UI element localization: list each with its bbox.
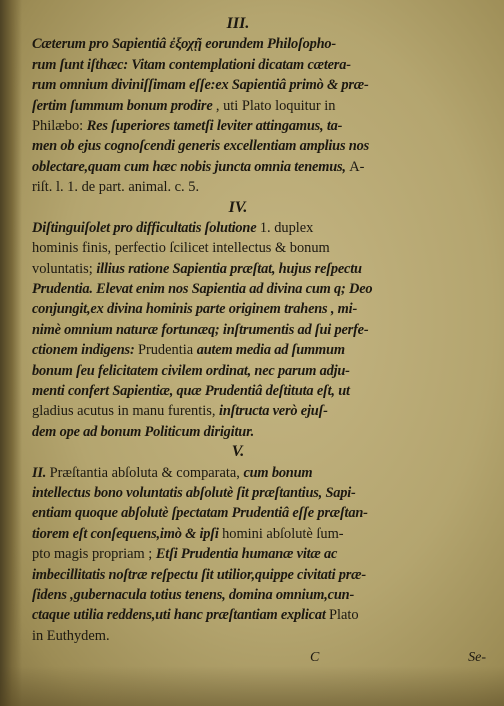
italic-text: conjungit,ex divina hominis parte originem trahens , mi- bbox=[32, 301, 358, 318]
catchword: Se- bbox=[468, 650, 486, 665]
text-line bbox=[32, 422, 444, 442]
page-text-block bbox=[32, 14, 444, 646]
text-line bbox=[32, 524, 444, 544]
text-line bbox=[32, 565, 444, 585]
section-heading-IV: IV. bbox=[228, 198, 248, 216]
italic-text: cum bonum bbox=[243, 464, 313, 481]
text-line bbox=[32, 279, 444, 299]
italic-text: ſidens ,gubernacula totius tenens, domina omnium,cun- bbox=[32, 586, 355, 603]
text-line bbox=[32, 605, 444, 625]
roman-text: Plato bbox=[329, 607, 359, 624]
roman-text: 1. duplex bbox=[259, 219, 314, 236]
text-line bbox=[32, 75, 444, 95]
italic-text: inſtructa verò ejuſ- bbox=[219, 403, 328, 420]
text-line bbox=[32, 34, 444, 54]
text-line bbox=[32, 177, 444, 197]
text-line bbox=[32, 626, 444, 646]
signature-mark: C bbox=[310, 650, 320, 665]
text-line bbox=[32, 340, 444, 360]
italic-text: rum omnium diviniſſimam eſſe:ex Sapientiâ primò & præ- bbox=[32, 77, 369, 94]
text-line bbox=[32, 116, 444, 136]
text-line bbox=[32, 381, 444, 401]
italic-text: imbecillitatis noſtræ reſpectu ſit utilior,quippe civitati præ- bbox=[32, 566, 366, 583]
paragraph-V bbox=[32, 463, 444, 647]
italic-text: Prudentia. Elevat enim nos Sapientia ad divina cum q; Deo bbox=[32, 281, 373, 298]
text-line bbox=[32, 238, 444, 258]
text-line bbox=[32, 136, 444, 156]
roman-text: Præſtantia abſoluta & comparata, bbox=[49, 464, 244, 481]
roman-text: riſt. l. 1. de part. animal. c. 5. bbox=[32, 179, 200, 196]
roman-text: Philæbo: bbox=[32, 117, 87, 134]
section-heading-V: V. bbox=[231, 443, 245, 461]
text-line bbox=[32, 157, 444, 177]
roman-text: in Euthydem. bbox=[32, 627, 110, 644]
paragraph-III bbox=[32, 34, 444, 197]
page-shadow bbox=[0, 666, 504, 706]
text-line bbox=[32, 55, 444, 75]
roman-text: gladius acutus in manu furentis, bbox=[32, 403, 220, 420]
roman-text: , uti Plato loquitur in bbox=[215, 97, 336, 114]
italic-text: Cæterum pro Sapientiâ ἐξοχῇ eorundem Philoſopho- bbox=[32, 36, 337, 53]
text-line bbox=[32, 361, 444, 381]
roman-text: A- bbox=[349, 158, 365, 175]
text-line bbox=[32, 463, 444, 483]
italic-text: dem ope ad bonum Politicum dirigitur. bbox=[32, 423, 255, 440]
text-line bbox=[32, 483, 444, 503]
text-line bbox=[32, 585, 444, 605]
italic-text: II. bbox=[32, 464, 50, 481]
roman-text: voluntatis; bbox=[32, 260, 97, 277]
text-line bbox=[32, 503, 444, 523]
text-line bbox=[32, 320, 444, 340]
text-line bbox=[32, 259, 444, 279]
italic-text: intellectus bono voluntatis abſolutè ſit præſtantius, Sapi- bbox=[32, 484, 356, 501]
italic-text: rum ſunt iſthæc: Vitam contemplationi dicatam cætera- bbox=[32, 56, 351, 73]
roman-text: pto magis propriam ; bbox=[32, 546, 156, 563]
italic-text: autem media ad ſummum bbox=[196, 342, 345, 359]
italic-text: entiam quoque abſolutè ſpectatam Prudentiâ eſſe præſtan- bbox=[32, 505, 368, 522]
italic-text: ctaque utilia reddens,uti hanc præſtantiam explicat bbox=[32, 607, 330, 624]
italic-text: menti confert Sapientiæ, quæ Prudentiâ deſtituta eſt, ut bbox=[32, 383, 350, 400]
binding-gutter bbox=[0, 0, 22, 706]
text-line bbox=[32, 218, 444, 238]
text-line bbox=[32, 401, 444, 421]
italic-text: bonum ſeu felicitatem civilem ordinat, nec parum adju- bbox=[32, 362, 350, 379]
italic-text: ſertim ſummum bonum prodire bbox=[32, 97, 216, 114]
text-line bbox=[32, 544, 444, 564]
roman-text: homini abſolutè ſum- bbox=[222, 525, 344, 542]
paragraph-IV bbox=[32, 218, 444, 442]
text-line bbox=[32, 96, 444, 116]
roman-text: hominis finis, perfectio ſcilicet intellectus & bonum bbox=[32, 240, 330, 257]
italic-text: ctionem indigens: bbox=[32, 342, 138, 359]
italic-text: nimè omnium naturæ fortunæq; inſtrumentis ad ſui perfe- bbox=[32, 321, 369, 338]
text-line bbox=[32, 299, 444, 319]
italic-text: oblectare,quam cum hæc nobis juncta omnia tenemus, bbox=[32, 158, 350, 175]
italic-text: illius ratione Sapientia præſtat, hujus reſpectu bbox=[96, 260, 362, 277]
italic-text: Res ſuperiores tametſi leviter attingamus, ta- bbox=[86, 117, 343, 134]
roman-text: Prudentia bbox=[137, 342, 197, 359]
italic-text: men ob ejus cognoſcendi generis excellentiam amplius nos bbox=[32, 138, 369, 155]
italic-text: tiorem eſt conſequens,imò & ipſi bbox=[32, 525, 223, 542]
section-heading-III: III. bbox=[226, 15, 250, 32]
italic-text: Etſi Prudentia humanæ vitæ ac bbox=[155, 546, 338, 563]
italic-text: Diſtinguiſolet pro difficultatis ſolutione bbox=[32, 219, 260, 236]
